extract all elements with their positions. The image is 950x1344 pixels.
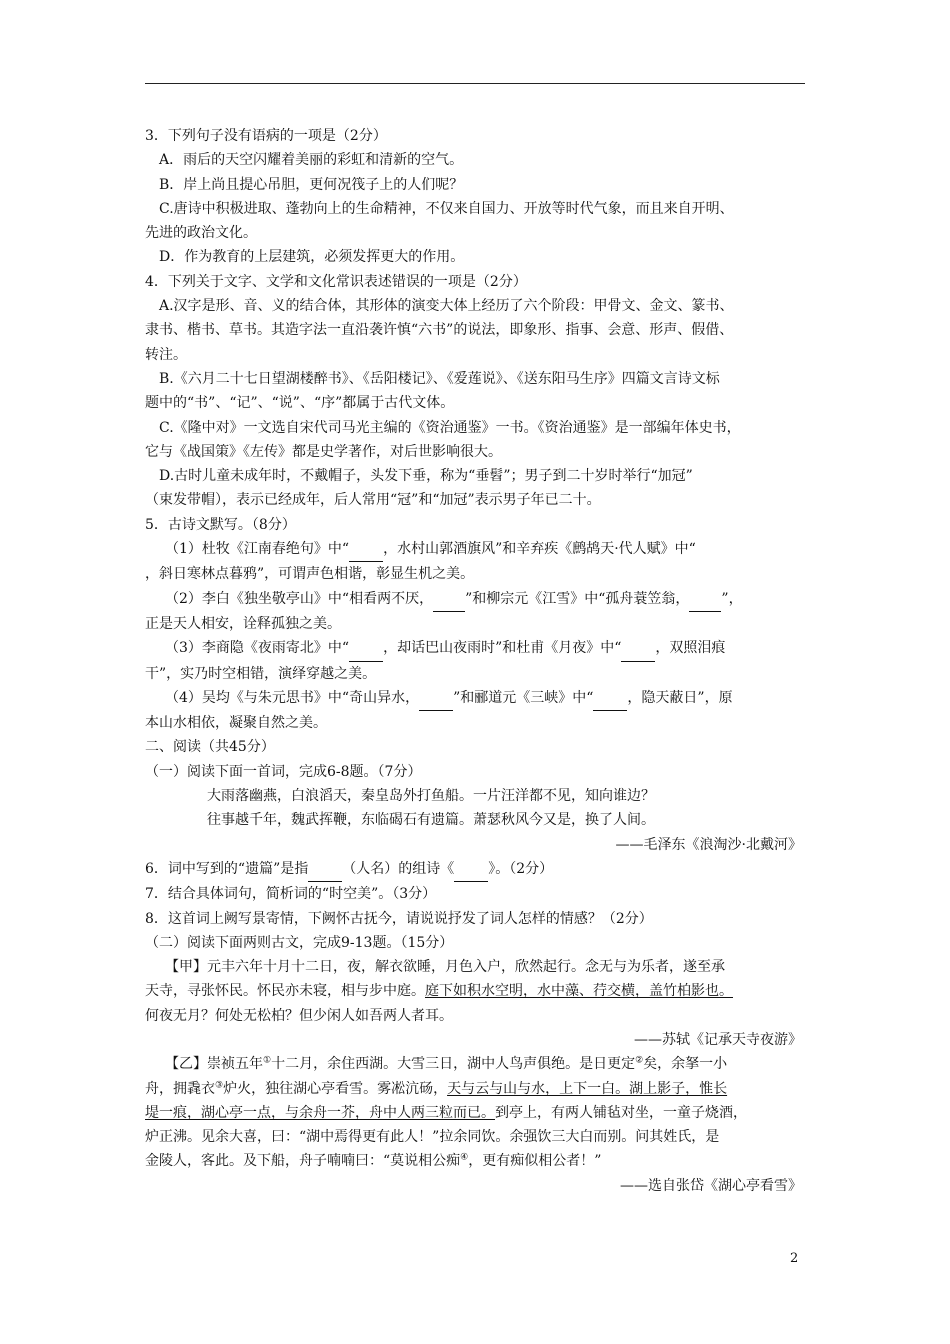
q4-option-c: C.《隆中对》一文选自宋代司马光主编的《资治通鉴》一书。《资治通鉴》是一部编年体史书， — [159, 419, 741, 436]
q4-option-b-cont: 题中的“书”、“记”、“说”、“序”都属于古代文体。 — [145, 395, 455, 412]
q6 — [145, 857, 810, 882]
q4-option-a: A.汉字是形、音、义的结合体，其形体的演变大体上经历了六个阶段：甲骨文、金文、篆书、 — [159, 298, 734, 315]
q5-3-text: （3）李商隐《夜雨寄北》中“ — [165, 640, 350, 657]
text-yi-line-1 — [145, 1052, 810, 1076]
answer-blank[interactable] — [689, 587, 721, 612]
page-number: 2 — [790, 1251, 799, 1266]
q5-item-4-cont: 本山水相依，凝聚自然之美。 — [145, 715, 327, 732]
q4-option-a-cont2: 转注。 — [145, 346, 187, 363]
q3-option-d: D．作为教育的上层建筑，必须发挥更大的作用。 — [159, 249, 465, 266]
yi-text: 十二月，余住西湖。大雪三日，湖中人鸟声俱绝。是日更定 — [271, 1056, 636, 1073]
answer-blank[interactable] — [593, 686, 627, 711]
page-content — [145, 124, 810, 1198]
answer-blank[interactable] — [621, 636, 655, 661]
answer-blank[interactable] — [349, 537, 383, 562]
part1-intro: （一）阅读下面一首词，完成6-8题。（7分） — [145, 763, 422, 780]
yi-text: 矣，余拏一小 — [643, 1056, 728, 1073]
q5-item-3-cont: 干”，实乃时空相错，演绎穿越之美。 — [145, 665, 377, 682]
q4-option-d-cont: （束发带帽），表示已经成年，后人常用“冠”和“加冠”表示男子年已二十。 — [145, 492, 601, 509]
q8: 8．这首词上阙写景寄情，下阙怀古抚今，请说说抒发了词人怎样的情感？（2分） — [145, 910, 653, 927]
text-jia-line-3: 何夜无月？何处无松柏？但少闲人如吾两人者耳。 — [145, 1007, 453, 1024]
answer-blank[interactable] — [349, 636, 383, 661]
q5-stem: 5．古诗文默写。（8分） — [145, 516, 296, 533]
q6-text: （人名）的组诗《 — [342, 860, 455, 877]
answer-blank[interactable] — [308, 857, 342, 882]
q5-4-text: ”和郦道元《三峡》中“ — [453, 689, 594, 706]
q3-option-a: A．雨后的天空闪耀着美丽的彩虹和清新的空气。 — [159, 152, 464, 169]
q5-2-text: （2）李白《独坐敬亭山》中“相看两不厌， — [165, 590, 434, 607]
footnote-marker: ① — [263, 1055, 272, 1066]
yi-text: 【乙】崇祯五年 — [165, 1056, 263, 1073]
q5-item-3 — [145, 636, 810, 661]
q3-option-c-cont: 先进的政治文化。 — [145, 225, 257, 242]
q4-option-d: D.古时儿童未成年时，不戴帽子，头发下垂，称为“垂髫”；男子到二十岁时举行“加冠” — [159, 468, 693, 485]
text-yi-line-2 — [145, 1077, 810, 1101]
q5-3-text: ，却话巴山夜雨时”和杜甫《月夜》中“ — [383, 640, 622, 657]
yi-text: 金陵人，客此。及下船，舟子喃喃曰：“莫说相公痴 — [145, 1153, 461, 1170]
answer-blank[interactable] — [419, 686, 453, 711]
yi-text: ，更有痴似相公者！” — [468, 1153, 602, 1170]
footnote-marker: ④ — [460, 1152, 469, 1163]
text-jia-source: ——苏轼《记承天寺夜游》 — [634, 1031, 802, 1048]
answer-blank[interactable] — [454, 857, 488, 882]
poem-line-1: 大雨落幽燕，白浪滔天，秦皇岛外打鱼船。一片汪洋都不见，知向谁边？ — [207, 788, 655, 805]
q5-item-2 — [145, 587, 810, 612]
yi-text: 炉火，独往湖心亭看雪。雾凇沆砀， — [223, 1080, 448, 1097]
q5-2-text: ”， — [721, 590, 743, 607]
yi-underlined-sentence: 天与云与山与水，上下一白。湖上影子，惟长 — [447, 1080, 728, 1097]
q5-item-4 — [145, 686, 810, 711]
yi-text: 到亭上，有两人铺毡对坐，一童子烧酒， — [495, 1104, 747, 1121]
q4-option-b: B.《六月二十七日望湖楼醉书》、《岳阳楼记》、《爱莲说》、《送东阳马生序》四篇文言诗文标 — [159, 370, 720, 387]
jia-underlined-sentence: 庭下如积水空明，水中藻、荇交横，盖竹柏影也。 — [425, 983, 733, 1000]
footnote-marker: ③ — [215, 1079, 224, 1090]
part2-intro: （二）阅读下面两则古文，完成9-13题。（15分） — [145, 934, 454, 951]
q5-2-text: ”和柳宗元《江雪》中“孤舟蓑笠翁， — [465, 590, 690, 607]
text-yi-line-3 — [145, 1101, 810, 1125]
jia-text: 天寺，寻张怀民。怀民亦未寝，相与步中庭。 — [145, 983, 425, 1000]
yi-text: 舟，拥毳衣 — [145, 1080, 215, 1097]
q6-text: 6．词中写到的“遗篇”是指 — [145, 860, 309, 877]
q5-3-text: ，双照泪痕 — [655, 640, 726, 657]
footnote-marker: ② — [635, 1055, 644, 1066]
poem-source: ——毛泽东《浪淘沙·北戴河》 — [615, 836, 802, 853]
header-rule — [145, 83, 805, 84]
q5-item-1-cont: ，斜日寒林点暮鸦”，可谓声色相谐，彰显生机之美。 — [145, 566, 475, 583]
text-jia-line-1: 【甲】元丰六年十月十二日，夜，解衣欲睡，月色入户，欣然起行。念无与为乐者，遂至承 — [165, 959, 725, 976]
q6-text: 》。（2分） — [488, 860, 554, 877]
yi-underlined-sentence: 堤一痕，湖心亭一点，与余舟一芥，舟中人两三粒而已。 — [145, 1104, 495, 1121]
q3-option-b: B．岸上尚且提心吊胆，更何况筏子上的人们呢？ — [159, 176, 464, 193]
poem-line-2: 往事越千年，魏武挥鞭，东临碣石有遗篇。萧瑟秋风今又是，换了人间。 — [207, 812, 655, 829]
section-heading: 二、阅读（共45分） — [145, 739, 275, 756]
q5-4-text: （4）吴均《与朱元思书》中“奇山异水， — [165, 689, 420, 706]
q5-item-1 — [145, 537, 810, 562]
q5-4-text: ，隐天蔽日”，原 — [627, 689, 733, 706]
q5-item-2-cont: 正是天人相安，诠释孤独之美。 — [145, 615, 341, 632]
q4-option-c-cont: 它与《战国策》《左传》都是史学著作，对后世影响很大。 — [145, 443, 502, 460]
q3-stem: 3．下列句子没有语病的一项是（2分） — [145, 128, 387, 144]
q7: 7．结合具体词句，简析词的“时空美”。（3分） — [145, 886, 437, 903]
text-yi-source: ——选自张岱《湖心亭看雪》 — [620, 1177, 802, 1194]
q5-1-text: ，水村山郭酒旗风”和辛弃疾《鹧鸪天·代人赋》中“ — [383, 541, 696, 558]
q4-option-a-cont: 隶书、楷书、草书。其造字法一直沿袭许慎“六书”的说法，即象形、指事、会意、形声、假借、 — [145, 322, 734, 339]
text-jia-line-2 — [145, 979, 810, 1003]
q4-stem: 4．下列关于文字、文学和文化常识表述错误的一项是（2分） — [145, 273, 527, 290]
text-yi-line-5 — [145, 1149, 810, 1173]
q3-option-c: C.唐诗中积极进取、蓬勃向上的生命精神，不仅来自国力、开放等时代气象，而且来自开明、 — [159, 200, 734, 217]
answer-blank[interactable] — [433, 587, 465, 612]
text-yi-line-4: 炉正沸。见余大喜，曰：“湖中焉得更有此人！”拉余同饮。余强饮三大白而别。问其姓氏，是 — [145, 1129, 720, 1146]
q5-1-text: （1）杜牧《江南春绝句》中“ — [165, 541, 350, 558]
